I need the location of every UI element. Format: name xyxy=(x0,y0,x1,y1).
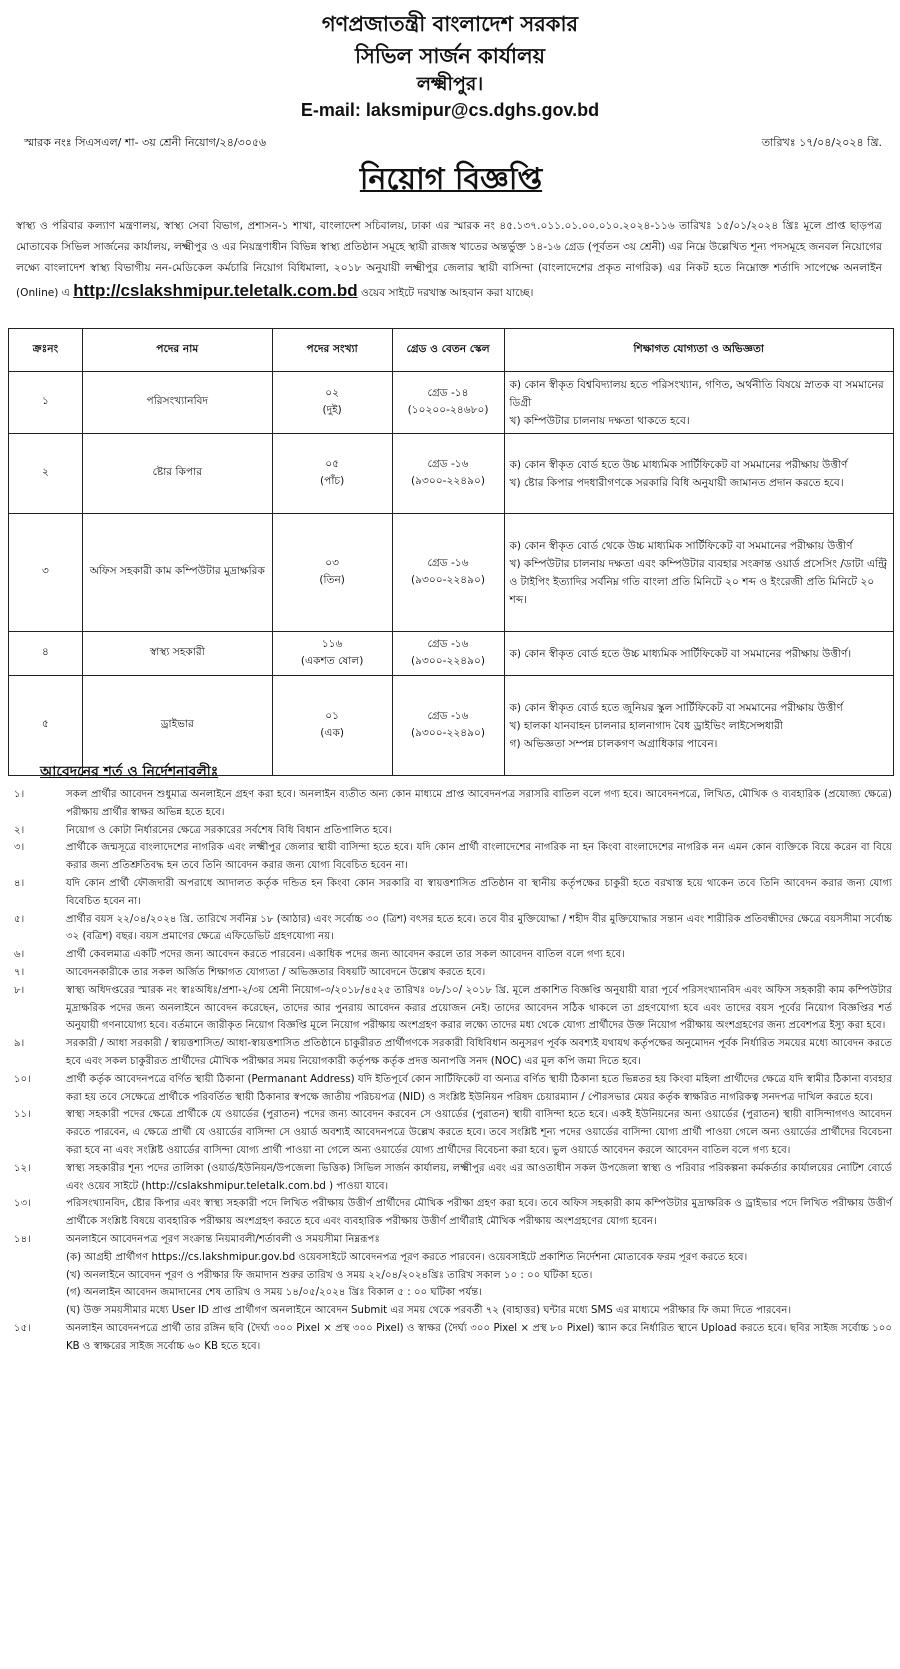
count-words: (একশত ষোল) xyxy=(300,654,364,667)
memo-number: স্মারক নংঃ সিএসএল/ শা- ৩য় শ্রেনী নিয়োগ/২৪/৩০৫৬ xyxy=(24,136,267,149)
term-text: প্রার্থী কেবলমাত্র একটি পদের জন্য আবেদন করতে পারবেন। একাধিক পদের জন্য আবেদন করলে তার সকল আবেদন বাতিল বলে গণ্য হবে। xyxy=(66,949,625,961)
table-row xyxy=(9,632,894,676)
terms-list xyxy=(10,786,892,1356)
term-number: ১৪। xyxy=(14,1233,31,1245)
term-subitem: (ক) আগ্রহী প্রার্থীগণ https://cs.lakshmipur.gov.bd ওয়েবসাইটে আবেদনপত্র পূরণ করতে পারবেন। ওয়েবসাইটে প্রকাশিত নির্দেশনা মোতাবেক ফরম পূরণ করতে হবে। xyxy=(66,1251,748,1263)
term-number: ১২। xyxy=(14,1162,31,1174)
qualification-item: গ) অভিজ্ঞতা সম্পন্ন চালকগণ অগ্রাধিকার পাবেন। xyxy=(509,737,718,750)
notice-date: তারিখঃ ১৭/০৪/২০২৪ খ্রি. xyxy=(761,136,882,149)
table-row xyxy=(9,434,894,514)
list-item xyxy=(10,1160,892,1196)
term-text: পরিসংখ্যানবিদ, ষ্টোর কিপার এবং স্বাস্থ্য সহকারী পদে লিখিত পরীক্ষায় উত্তীর্ণ প্রার্থীদের মৌখিক পরীক্ষা গ্রহণ করা হবে। তবে অফিস সহকারী কাম কম্পিউটার মুদ্রাক্ষরিক ও ড্রাইভার পদে লিখিত পরীক্ষায় উত্তীর্ণ প্রার্থীকে সংশ্লিষ্ট বিষয়ে ব্যবহারিক পরীক্ষায় অংশগ্রহণ করতে হবে এবং ব্যবহারিক পরীক্ষায় উত্তীর্ণ প্রার্থীরাই মৌখিক পরীক্ষায় অংশগ্রহণের যোগ্য হবেন। xyxy=(66,1198,892,1228)
count-words: (এক) xyxy=(320,726,344,739)
list-item xyxy=(10,875,892,911)
term-text: আবেদনকারীকে তার সকল অর্জিত শিক্ষাগত যোগ্যতা / অভিজ্ঞতার বিষয়টি আবেদনে উল্লেখ করতে হবে। xyxy=(66,966,486,978)
grade-label: গ্রেড -১৬ xyxy=(427,637,469,650)
qualification-item: ক) কোন স্বীকৃত বোর্ড হতে উচ্চ মাধ্যমিক সার্টিফিকেট বা সমমানের পরীক্ষায় উত্তীর্ণ। xyxy=(509,647,852,660)
row-post: ড্রাইভার xyxy=(82,676,272,776)
term-text: প্রার্থীকে জন্মসূত্রে বাংলাদেশের নাগরিক এবং লক্ষ্মীপুর জেলার স্থায়ী বাসিন্দা হতে হবে। যদি কোন প্রার্থী বাংলাদেশের নাগরিক না হন কিংবা বাংলাদেশের নাগরিক নন এমন কোন ব্যক্তিকে বিয়ে করেন বা বিয়ে করার জন্য প্রতিশ্রুতিবদ্ধ হন তবে তিনি আবেদন করার জন্য যোগ্য বিবেচিত হবেন না। xyxy=(66,842,892,872)
row-serial: ৪ xyxy=(9,632,83,676)
notice-title: নিয়োগ বিজ্ঞপ্তি xyxy=(359,162,543,197)
header-grade-scale: গ্রেড ও বেতন স্কেল xyxy=(392,329,504,372)
qualification-item: ক) কোন স্বীকৃত বিশ্ববিদ্যালয় হতে পরিসংখ্যান, গণিত, অর্থনীতি বিষয়ে স্নাতক বা সমমানের ডিগ্রী xyxy=(509,378,884,409)
term-number: ১। xyxy=(14,789,25,800)
list-item xyxy=(10,822,892,840)
term-text: সকল প্রার্থীর আবেদন শুধুমাত্র অনলাইনে গ্রহণ করা হবে। অনলাইন ব্যতীত অন্য কোন মাধ্যমে প্রাপ্ত আবেদনপত্র সরাসরি বাতিল বলে গণ্য হবে। আবেদনপত্রে, লিখিত, মৌখিক ও ব্যবহারিক (প্রযোজ্য ক্ষেত্রে) পরীক্ষায় প্রার্থীর স্বাক্ষর অভিন্ন হতে হবে। xyxy=(66,789,892,818)
row-qualification xyxy=(504,514,893,632)
count-number: ১১৬ xyxy=(321,637,343,650)
row-qualification xyxy=(504,676,893,776)
row-count xyxy=(272,434,392,514)
posts-table xyxy=(8,328,894,776)
count-words: (পাঁচ) xyxy=(320,474,345,487)
term-text: স্বাস্থ্য সহকারীর শূন্য পদের তালিকা (ওয়ার্ড/ইউনিয়ন/উপজেলা ভিত্তিক) সিভিল সার্জন কার্যালয়, লক্ষ্মীপুর এবং এর আওতাধীন সকল উপজেলা স্বাস্থ্য ও পরিবার পরিকল্পনা কর্মকর্তার কার্যালয়ের নোটিশ বোর্ডে এবং ওয়েব সাইটে (http://cslakshmipur.teletalk.com.bd ) পাওয়া যাবে। xyxy=(66,1162,892,1192)
list-item xyxy=(10,982,892,1035)
qualification-item: ক) কোন স্বীকৃত বোর্ড হতে উচ্চ মাধ্যমিক সার্টিফিকেট বা সমমানের পরীক্ষায় উত্তীর্ণ xyxy=(509,458,848,471)
intro-tail: ওয়েব সাইটে দরখাস্ত আহবান করা যাচ্ছে। xyxy=(360,286,534,299)
row-grade xyxy=(392,514,504,632)
term-number: ৮। xyxy=(14,984,25,996)
term-text: যদি কোন প্রার্থী ফৌজদারী অপরাধে আদালত কর্তৃক দন্ডিত হন কিংবা কোন সরকারি বা স্বায়ত্তশাসিত প্রতিষ্ঠান বা স্থানীয় কর্তৃপক্ষের চাকুরী হতে বরখাস্ত হয়ে থাকেন তবে তিনি আবেদন করার জন্য যোগ্য বিবেচিত হবেন না। xyxy=(66,877,892,907)
count-number: ০২ xyxy=(325,386,340,399)
intro-text: স্বাস্থ্য ও পরিবার কল্যাণ মন্ত্রণালয়, স্বাস্থ্য সেবা বিভাগ, প্রশাসন-১ শাখা, বাংলাদেশ সচিবালয়, ঢাকা এর স্মারক নং ৪৫.১৩৭.০১১.০১.০০.০১০.২০২৪-১১৬ তারিখঃ ১৫/০১/২০২৪ খ্রিঃ মূলে প্রাপ্ত ছাড়পত্র মোতাবেক সিভিল সার্জনের কার্যালয়, লক্ষ্মীপুর ও এর নিয়ন্ত্রণাধীন বিভিন্ন স্বাস্থ্য প্রতিষ্ঠান সমূহে স্থায়ী রাজস্ব খাতের অন্তর্ভুক্ত ১৪-১৬ গ্রেড (পূর্বতন ৩য় শ্রেনী) এর নিম্নে উল্লেখিত শূন্য পদসমূহে জনবল নিয়োগের লক্ষ্যে বাংলাদেশ স্বাস্থ্য বিভাগীয় নন-মেডিকেল কর্মচারি নিয়োগ বিধিমালা, ২০১৮ অনুযায়ী লক্ষ্মীপুর জেলার স্থায়ী বাসিন্দা (বাংলাদেশের প্রকৃত নাগরিক) এর নিকট হতে নিম্নোক্ত শর্তাদি সাপেক্ষে অনলাইন (Online) এ xyxy=(16,220,882,299)
district-heading: লক্ষ্মীপুর। xyxy=(416,73,484,95)
table-header-row xyxy=(9,329,894,372)
list-item xyxy=(10,1035,892,1071)
term-number: ৯। xyxy=(14,1038,25,1050)
count-number: ০১ xyxy=(325,709,340,722)
pay-scale: (৯৩০০-২২৪৯০) xyxy=(411,654,486,667)
header-serial: ক্রঃনং xyxy=(9,329,83,372)
row-post: ষ্টোর কিপার xyxy=(82,434,272,514)
pay-scale: (৯৩০০-২২৪৯০) xyxy=(411,726,486,739)
list-item xyxy=(10,1231,892,1320)
row-post: অফিস সহকারী কাম কম্পিউটার মুদ্রাক্ষরিক xyxy=(82,514,272,632)
term-number: ৬। xyxy=(14,949,25,961)
term-number: ১০। xyxy=(14,1073,31,1085)
term-subitem: (গ) অনলাইন আবেদন জমাদানের শেষ তারিখ ও সময় ১৪/০৫/২০২৪ খ্রিঃ বিকাল ৫ : ০০ ঘটিকা পর্যন্ত। xyxy=(66,1287,482,1299)
list-item xyxy=(10,946,892,964)
table-row xyxy=(9,514,894,632)
grade-label: গ্রেড -১৬ xyxy=(427,709,469,722)
list-item xyxy=(10,1106,892,1159)
row-grade xyxy=(392,372,504,434)
row-count xyxy=(272,514,392,632)
term-number: ৫। xyxy=(14,913,25,925)
pay-scale: (১০২০০-২৪৬৮০) xyxy=(407,403,489,416)
row-qualification xyxy=(504,372,893,434)
count-number: ০৫ xyxy=(325,457,340,470)
term-text: স্বাস্থ্য সহকারী পদের ক্ষেত্রে প্রার্থীকে যে ওয়ার্ডের (পুরাতন) পদের জন্য আবেদন করবেন সে ওয়ার্ডের (পুরাতন) স্থায়ী বাসিন্দা হতে হবে। একই ইউনিয়নের অন্য ওয়ার্ডের (পুরাতন) স্থায়ী বাসিন্দাগণও আবেদন করতে পারবেন, এ ক্ষেত্রে প্রার্থী যে ওয়ার্ডের বাসিন্দা সে ওয়ার্ড অবশ্যই আবেদনপত্রে উল্লেখ করতে হবে। তবে সংশ্লিষ্ট শূন্য পদের ওয়ার্ডের বাসিন্দা যোগ্য প্রার্থী পাওয়া গেলে অন্য ওয়ার্ডের প্রার্থীদের বিবেচনা করা হবে না এবং সংশ্লিষ্ট ওয়ার্ডের বাসিন্দা যোগ্য প্রার্থী পাওয়া না গেলে অন্য ওয়ার্ডের যোগ্য প্রার্থীদের বিবেচনা করা হবে। ভুল ওয়ার্ডে আবেদন করলে আবেদন বাতিল বলে গণ্য হবে। xyxy=(66,1109,892,1156)
term-number: ১১। xyxy=(14,1109,31,1121)
count-number: ০৩ xyxy=(325,556,340,569)
term-text: স্বাস্থ্য অধিদপ্তরের স্মারক নং স্বাঃঅধিঃ/প্রশা-২/৩য় শ্রেনী নিয়োগ-৩/২০১৮/৪৫২৫ তারিখঃ ০৮/১০/ ২০১৮ খ্রি. মূলে প্রকাশিত বিজ্ঞপ্তি অনুযায়ী যারা পূর্বে পরিসংখ্যানবিদ এবং অফিস সহকারী কাম কম্পিউটার মুদ্রাক্ষরিক পদের জন্য অনলাইনে আবেদন করেছেন, তাদের আর পুনরায় আবেদন করার প্রয়োজন নেই। তাদের আবেদন সঠিক থাকলে তা গ্রহণযোগ্য হবে এবং তাদের বয়স পূর্বের নিয়োগ বিজ্ঞপ্তির শর্ত অনুযায়ী গণনাযোগ্য হবে। বর্তমানে জারীকৃত নিয়োগ বিজ্ঞপ্তি মূলে নিয়োগ পরীক্ষায় অংশগ্রহণ করার লক্ষ্যে তাদের মধ্য থেকে যোগ্য প্রার্থীদের উক্ত নিয়োগ পরীক্ষায় অংশগ্রহণের জন্য প্রবেশপত্র ইস্যু করা হবে। xyxy=(66,984,893,1032)
term-number: ৩। xyxy=(14,842,25,854)
list-item xyxy=(10,1071,892,1107)
row-serial: ১ xyxy=(9,372,83,434)
row-post: স্বাস্থ্য সহকারী xyxy=(82,632,272,676)
intro-paragraph xyxy=(16,216,882,304)
list-item xyxy=(10,786,892,822)
list-item xyxy=(10,839,892,875)
qualification-item: খ) কম্পিউটার চালনায় দক্ষতা থাকতে হবে। xyxy=(509,414,690,427)
header-post-count: পদের সংখ্যা xyxy=(272,329,392,372)
count-words: (তিন) xyxy=(319,573,345,586)
row-count xyxy=(272,632,392,676)
term-number: ৭। xyxy=(14,966,25,978)
term-text: প্রার্থী কর্তৃক আবেদনপত্রে বর্ণিত স্থায়ী ঠিকানা (Permanant Address) যদি ইতিপূর্বে কোন সার্টিফিকেট বা অন্যত্র বর্ণিত স্থায়ী ঠিকানা হতে ভিন্নতর হয় কিংবা মহিলা প্রার্থীদের ক্ষেত্রে যদি স্বামীর ঠিকানা ব্যবহার করা হয় তবে সেক্ষেত্রে প্রার্থীকে পরিবর্তিত স্থায়ী ঠিকানার স্বপক্ষে জাতীয় পরিচয়পত্র (NID) ও সংশ্লিষ্ট ইউনিয়ন পরিষদ চেয়ারম্যান / পৌরসভার মেয়র কর্তৃক স্বাক্ষরিত নাগরিকত্ব সনদপত্র দাখিল করতে হবে। xyxy=(66,1073,892,1103)
table-row xyxy=(9,372,894,434)
term-number: ৪। xyxy=(14,877,25,889)
qualification-item: খ) হালকা যানবাহন চালনার হালনাগাদ বৈধ ড্রাইভিং লাইসেন্সধারী xyxy=(509,719,783,732)
row-grade xyxy=(392,632,504,676)
grade-label: গ্রেড -১৬ xyxy=(427,556,469,569)
row-post: পরিসংখ্যানবিদ xyxy=(82,372,272,434)
list-item xyxy=(10,1195,892,1231)
qualification-item: খ) কম্পিউটার চালনায় দক্ষতা এবং কম্পিউটার ব্যবহার সংক্রান্ত ওয়ার্ড প্রসেসিং /ডাটা এন্ট্রি ও টাইপিং ইত্যাদির সর্বনিম্ন গতি বাংলা প্রতি মিনিটে ২০ শব্দ ও ইংরেজী প্রতি মিনিটে ২০ শব্দ। xyxy=(509,557,887,606)
qualification-item: খ) ষ্টোর কিপার পদধারীগণকে সরকারি বিধি অনুযায়ী জামানত প্রদান করতে হবে। xyxy=(509,476,844,489)
term-subitem: (খ) অনলাইনে আবেদন পূরণ ও পরীক্ষার ফি জমাদান শুরুর তারিখ ও সময় ২২/০৪/২০২৪খ্রিঃ তারিখ সকাল ১০ : ০০ ঘটিকা হতে। xyxy=(66,1269,593,1281)
header-qualification: শিক্ষাগত যোগ্যতা ও অভিজ্ঞতা xyxy=(504,329,893,372)
grade-label: গ্রেড -১৪ xyxy=(427,386,469,399)
term-text: অনলাইনে আবেদনপত্র পূরণ সংক্রান্ত নিয়মাবলী/শর্তাবলী ও সময়সীমা নিম্নরূপঃ xyxy=(66,1233,380,1245)
government-heading: গণপ্রজাতন্ত্রী বাংলাদেশ সরকার xyxy=(321,12,579,36)
intro-url-link[interactable]: http://cslakshmipur.teletalk.com.bd xyxy=(73,280,358,300)
row-serial: ৩ xyxy=(9,514,83,632)
term-subitem: (ঘ) উক্ত সময়সীমার মধ্যে User ID প্রাপ্ত প্রার্থীগণ অনলাইনে আবেদন Submit এর সময় থেকে পরবর্তী ৭২ (বাহাত্তর) ঘন্টার মধ্যে SMS এর মাধ্যমে পরীক্ষার ফি জমা দিতে পারবেন। xyxy=(66,1305,792,1317)
term-number: ১৩। xyxy=(14,1198,31,1210)
pay-scale: (৯৩০০-২২৪৯০) xyxy=(411,573,486,586)
term-text: সরকারী / আধা সরকারী / স্বায়ত্তশাসিত/ আধা-স্বায়ত্তশাসিত প্রতিষ্ঠানে চাকুরীরত প্রার্থীগণকে সরকারী বিধিবিধান অনুসরণ পূর্বক অবশ্যই যথাযথ কর্তৃপক্ষের অনুমোদন পূর্বক নির্ধারিত সময়ের মধ্যে আবেদন করতে হবে এবং সকল চাকুরীরত প্রার্থীদের মৌখিক পরীক্ষার সময় নিয়োগকারী কর্তৃপক্ষ কর্তৃক প্রদত্ত অনাপত্তি সনদ (NOC) এর মূল কপি জমা দিতে হবে। xyxy=(66,1038,892,1067)
row-serial: ৫ xyxy=(9,676,83,776)
term-text: অনলাইন আবেদনপত্রে প্রার্থী তার রঙ্গিন ছবি (দৈর্ঘ্য ৩০০ Pixel × প্রস্থ ৩০০ Pixel) ও স্বাক্ষর (দৈর্ঘ্য ৩০০ Pixel × প্রস্থ ৮০ Pixel) স্ক্যান করে নির্ধারিত স্থানে Upload করতে হবে। ছবির সাইজ সর্বোচ্চ ১০০ KB ও স্বাক্ষরের সাইজ সর্বোচ্চ ৬০ KB হতে হবে। xyxy=(66,1322,892,1352)
office-heading: সিভিল সার্জন কার্যালয় xyxy=(354,44,546,68)
row-grade xyxy=(392,434,504,514)
email-line: E-mail: laksmipur@cs.dghs.gov.bd xyxy=(300,100,600,120)
count-words: (দুই) xyxy=(322,403,342,416)
row-serial: ২ xyxy=(9,434,83,514)
row-qualification xyxy=(504,434,893,514)
pay-scale: (৯৩০০-২২৪৯০) xyxy=(411,474,486,487)
row-grade xyxy=(392,676,504,776)
term-text-group xyxy=(66,1231,892,1320)
qualification-item: ক) কোন স্বীকৃত বোর্ড হতে জুনিয়র স্কুল সার্টিফিকেট বা সমমানের পরীক্ষায় উত্তীর্ণ xyxy=(509,701,843,714)
term-text: নিয়োগ ও কোটা নির্ধারনের ক্ষেত্রে সরকারের সর্বশেষ বিধি বিধান প্রতিপালিত হবে। xyxy=(66,824,392,836)
header-post-name: পদের নাম xyxy=(82,329,272,372)
terms-title: আবেদনের শর্ত ও নির্দেশনাবলীঃ xyxy=(40,764,219,780)
row-qualification xyxy=(504,632,893,676)
list-item xyxy=(10,1320,892,1356)
qualification-item: ক) কোন স্বীকৃত বোর্ড থেকে উচ্চ মাধ্যমিক সার্টিফিকেট বা সমমানের পরীক্ষায় উত্তীর্ণ xyxy=(509,539,853,552)
list-item xyxy=(10,911,892,947)
list-item xyxy=(10,964,892,982)
term-number: ১৫। xyxy=(14,1322,31,1334)
row-count xyxy=(272,676,392,776)
term-number: ২। xyxy=(14,824,25,836)
grade-label: গ্রেড -১৬ xyxy=(427,457,469,470)
term-text: প্রার্থীর বয়স ২২/০৪/২০২৪ খ্রি. তারিখে সর্বনিম্ন ১৮ (আঠার) এবং সর্বোচ্চ ৩০ (ত্রিশ) বৎসর হতে হবে। তবে বীর মুক্তিযোদ্ধা / শহীদ বীর মুক্তিযোদ্ধার সন্তান এবং শারীরিক প্রতিবন্ধীদের ক্ষেত্রে বয়সসীমা সর্বোচ্চ ৩২ (বত্রিশ) বছর। বয়স প্রমাণের ক্ষেত্রে এফিডেভিট গ্রহণযোগ্য নয়। xyxy=(66,913,892,943)
row-count xyxy=(272,372,392,434)
